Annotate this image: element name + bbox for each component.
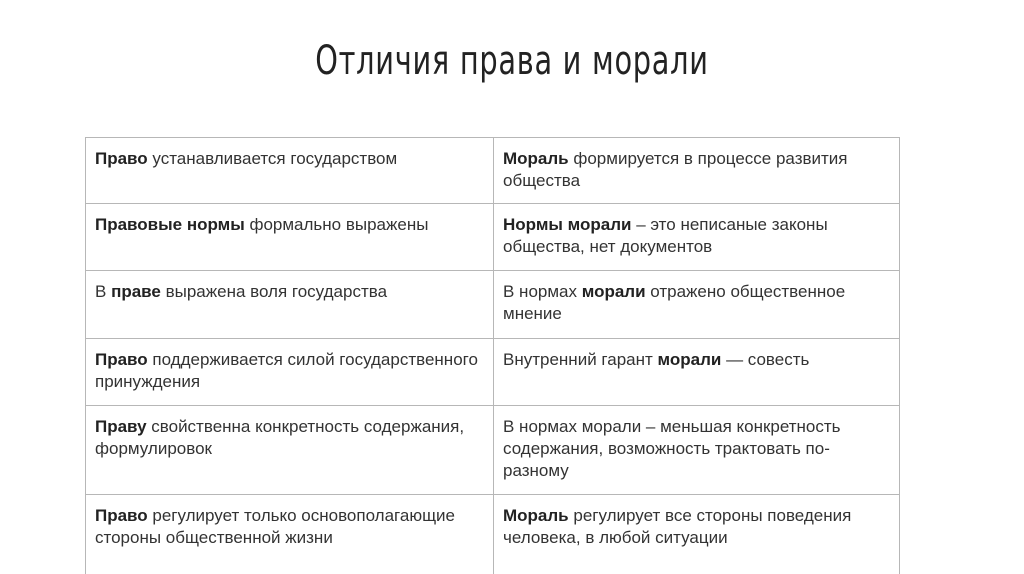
table-row	[86, 271, 900, 339]
table-row	[86, 406, 900, 495]
cell-bold-text: Правовые нормы	[95, 215, 245, 234]
law-cell	[86, 138, 494, 204]
comparison-table	[85, 137, 900, 574]
morality-cell	[494, 406, 900, 495]
cell-bold-text: Праву	[95, 417, 147, 436]
cell-text: поддерживается силой государственного принуждения	[95, 350, 478, 391]
cell-text: выражена воля государства	[160, 282, 388, 301]
page-title: Отличия права и морали	[315, 38, 709, 84]
cell-text: формируется в процессе развития общества	[503, 149, 848, 190]
table-row	[86, 339, 900, 406]
morality-cell	[494, 204, 900, 271]
law-cell	[86, 271, 494, 339]
cell-text: свойственна конкретность содержания, формулировок	[95, 417, 465, 458]
cell-bold-text: морали	[657, 350, 722, 369]
cell-text: В нормах морали – меньшая конкретность содержания, возможность трактовать по-разному	[503, 417, 841, 480]
cell-bold-text: Нормы морали	[503, 215, 632, 234]
table-row	[86, 495, 900, 574]
cell-text: формально выражены	[244, 215, 429, 234]
cell-text: регулирует все стороны поведения человека, в любой ситуации	[503, 506, 852, 547]
cell-text: – это неписаные законы общества, нет документов	[503, 215, 828, 256]
cell-text: — совесть	[721, 350, 810, 369]
cell-bold-text: морали	[581, 282, 646, 301]
law-cell	[86, 406, 494, 495]
law-cell	[86, 495, 494, 574]
table-row	[86, 138, 900, 204]
cell-text: В нормах	[503, 282, 582, 301]
morality-cell	[494, 339, 900, 406]
cell-text: Внутренний гарант	[503, 350, 658, 369]
cell-text: регулирует только основополагающие стороны общественной жизни	[95, 506, 455, 547]
law-cell	[86, 339, 494, 406]
morality-cell	[494, 138, 900, 204]
cell-bold-text: Мораль	[503, 149, 569, 168]
morality-cell	[494, 271, 900, 339]
cell-bold-text: Мораль	[503, 506, 569, 525]
cell-text: В	[95, 282, 112, 301]
cell-bold-text: праве	[111, 282, 161, 301]
table-row	[86, 204, 900, 271]
cell-text: отражено общественное мнение	[503, 282, 846, 323]
cell-bold-text: Право	[95, 149, 148, 168]
morality-cell	[494, 495, 900, 574]
cell-text: устанавливается государством	[147, 149, 398, 168]
cell-bold-text: Право	[95, 350, 148, 369]
law-cell	[86, 204, 494, 271]
cell-bold-text: Право	[95, 506, 148, 525]
